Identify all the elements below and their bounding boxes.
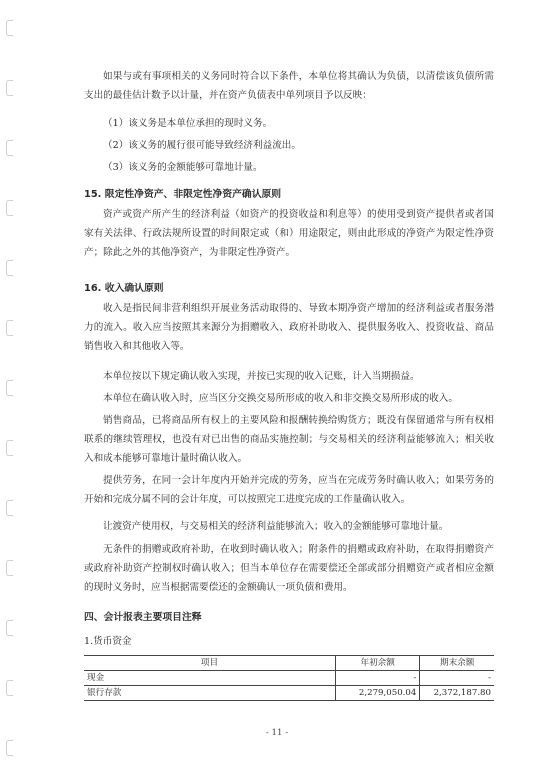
table-row — [84, 686, 494, 701]
section-16-paragraph: 销售商品，已将商品所有权上的主要风险和报酬转换给购货方；既没有保留通常与所有权相联系的继续管理权，也没有对已出售的商品实施控制；与交易相关的经济利益能够流入；相关收入和成本能够可靠地计量时确认收入。 — [84, 415, 494, 464]
table-cell: 现金 — [84, 671, 336, 686]
table-header-row — [84, 656, 494, 671]
section-16-paragraph: 收入是指民间非营利组织开展业务活动取得的、导致本期净资产增加的经济利益或者服务潜力的流入。收入应当按照其来源分为捐赠收入、政府补助收入、提供服务收入、投资收益、商品销售收入和其他收入等。 — [84, 303, 494, 352]
section-4-heading: 四、会计报表主要项目注释 — [84, 612, 202, 623]
table-row — [84, 671, 494, 686]
table-header-cell: 期末余额 — [420, 656, 494, 671]
table-header-cell: 年初余额 — [336, 656, 420, 671]
section-16-paragraph: 本单位按以下规定确认收入实现，并按已实现的收入记账，计入当期损益。 — [103, 371, 420, 382]
table-cell: 银行存款 — [84, 686, 336, 701]
cash-table — [84, 655, 494, 701]
condition-item: （3）该义务的金额能够可靠地计量。 — [103, 162, 263, 173]
table-cell: 2,372,187.80 — [420, 686, 494, 701]
section-16-paragraph: 无条件的捐赠或政府补助，在收到时确认收入；附条件的捐赠或政府补助，在取得捐赠资产或政府补助资产控制权时确认收入；但当本单位存在需要偿还全部或部分捐赠资产或者相应金额的现时义务时，应当根据需要偿还的金额确认一项负债和费用。 — [84, 544, 494, 593]
table-cell: - — [336, 671, 420, 686]
section-16-paragraph: 让渡资产使用权，与交易相关的经济利益能够流入；收入的金额能够可靠地计量。 — [103, 521, 449, 532]
section-16-paragraph: 提供劳务，在同一会计年度内开始并完成的劳务，应当在完成劳务时确认收入；如果劳务的开始和完成分属不同的会计年度，可以按照完工进度完成的工作量确认收入。 — [84, 475, 494, 505]
page-number: - 11 - — [265, 728, 289, 738]
condition-item: （2）该义务的履行很可能导致经济利益流出。 — [103, 140, 301, 151]
table-cell: - — [420, 671, 494, 686]
condition-item: （1）该义务是本单位承担的现时义务。 — [103, 118, 273, 129]
section-15-body: 资产或资产所产生的经济利益（如资产的投资收益和利息等）的使用受到资产提供者或者国家有关法律、行政法规所设置的时间限定或（和）用途限定，则由此形成的净资产为限定性净资产；除此之外的其他净资产，为非限定性净资产。 — [84, 209, 494, 258]
section-15-heading: 15. 限定性净资产、非限定性净资产确认原则 — [84, 189, 282, 200]
table-header-cell: 项目 — [84, 656, 336, 671]
section-16-heading: 16. 收入确认原则 — [84, 283, 164, 294]
subsection-cash-title: 1.货币资金 — [84, 636, 132, 647]
section-16-paragraph: 本单位在确认收入时，应当区分交换交易所形成的收入和非交换交易所形成的收入。 — [103, 393, 458, 404]
table-cell: 2,279,050.04 — [336, 686, 420, 701]
document-page — [84, 0, 494, 783]
intro-paragraph: 如果与或有事项相关的义务同时符合以下条件，本单位将其确认为负债，以清偿该负债所需支出的最佳估计数予以计量，并在资产负债表中单列项目予以反映： — [84, 71, 494, 101]
binding-hole-marks — [6, 20, 16, 760]
